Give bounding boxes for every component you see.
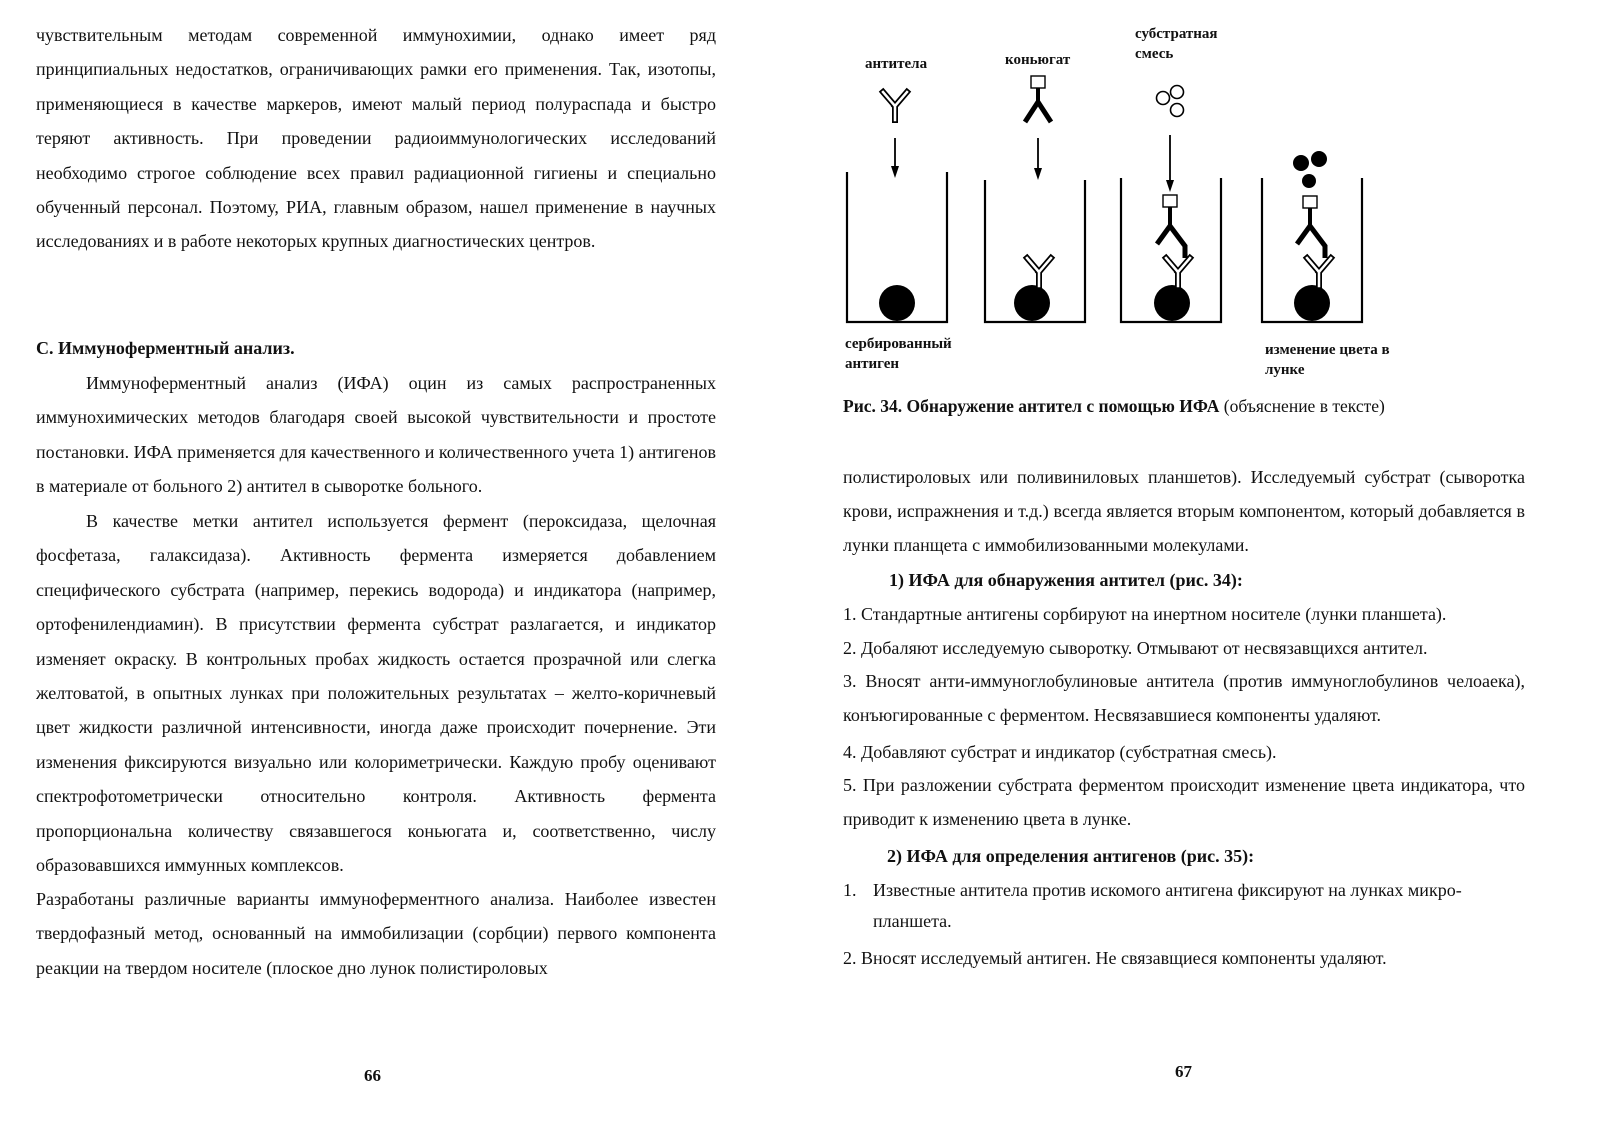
antibody-symbol [883,92,907,120]
label-sorbed-antigen: сербированный антиген [845,336,952,372]
right-page [795,0,1600,1138]
arrow-down-icon [891,138,899,178]
step-item: 5. При разложении субстрата ферментом происходит изменение цвета индикатора, что приводит к изменению цвета в лунке. [843,775,1525,829]
continuation-paragraph: полистироловых или поливиниловых планшетов). Исследуемый субстрат (сыворотка крови, испражнения и т.д.) всегда является вторым компонентом, который добавляется в лунки планщета с иммобилизованными молекулами. [843,467,1525,555]
well-3 [1121,178,1221,322]
caption-title: Рис. 34. Обнаружение антител с помощью ИФА [843,396,1220,416]
substrate-symbol [1157,86,1184,117]
step-number: 1. [843,880,857,900]
bound-antibody [1027,258,1051,286]
sorbed-antigen-ball [1154,285,1190,321]
caption-note: (объяснение в тексте) [1219,396,1385,416]
label-color-change: изменение цвета в лунке [1265,342,1390,378]
heading-antibody-detection: 1) ИФА для обнаружения антител (рис. 34): [889,570,1243,590]
sorbed-antigen-ball [1014,285,1050,321]
figure-caption [843,396,1385,417]
well-2 [985,180,1085,322]
bound-antibody [1166,258,1190,286]
page-number: 67 [1175,1062,1192,1081]
intro-paragraph: чувствительным методам современной иммунохимии, однако имеет ряд принципиальных недостатков, ограничивающих рамки его применения. Так, изотопы, применяющиеся в качестве маркеров, имеют малый период полураспада и быстро теряют активность. При проведении радиоиммунологических исследований необходимо строгое соблюдение всех правил радиационной гигиены и специально обученный персонал. Поэтому, РИА, главным образом, нашел применение в научных исследованиях и в работе некоторых крупных диагностических центров. [36,25,716,252]
step-item: 4. Добавляют субстрат и индикатор (субстратная смесь). [843,742,1277,762]
bound-conjugate [1297,196,1325,258]
paragraph-1: Иммуноферментный анализ (ИФА) оцин из самых распространенных иммунохимических методов благодаря своей высокой чувствительности и простоте постановки. ИФА применяется для качественного и количественного учета 1) антигенов в материале от больного 2) антител в сыворотке больного. [36,373,717,497]
page-number: 66 [364,1066,381,1085]
step-item: 2. Вносят исследуемый антиген. Не связавщиеся компоненты удаляют. [843,948,1387,968]
step-item: 1. Стандартные антигены сорбируют на инертном носителе (лунки планшета). [843,604,1447,624]
bound-antibody [1307,258,1331,286]
sorbed-antigen-ball [879,285,915,321]
colored-product [1293,151,1327,188]
step-item: 2. Добаляют исследуемую сыворотку. Отмывают от несвязавщихся антител. [843,638,1428,658]
bound-conjugate [1157,195,1185,258]
step-continuation: планшета. [873,911,952,931]
sorbed-antigen-ball [1294,285,1330,321]
step-item: 3. Вносят анти-иммуноглобулиновые антитела (против иммуноглобулинов челоаека), конъюгированные с ферментом. Несвязавшиеся компоненты удаляют. [843,671,1525,725]
label-substrate: субстратная смесь [1135,26,1218,62]
left-page [0,0,790,1138]
section-heading: С. Иммуноферментный анализ. [36,338,295,358]
arrow-down-icon [1166,135,1174,192]
step-text: Известные антитела против искомого антигена фиксируют на лунках микро- [873,880,1462,900]
elisa-diagram [825,10,1545,390]
step-item [843,880,1533,932]
paragraph-3: Разработаны различные варианты иммуноферментного анализа. Наиболее известен твердофазный метод, основанный на иммобилизации (сорбции) первого компонента реакции на твердом носителе (плоское дно лунок полистироловых [36,889,716,978]
paragraph-2: В качестве метки антител используется фермент (пероксидаза, щелочная фосфетаза, галаксидаза). Активность фермента измеряется добавлением специфического субстрата (например, перекись водорода) и индикатора (например, ортофенилендиамин). В присутствии фермента субстрат разлагается, и индикатор изменяет окраску. В контрольных пробах жидкость остается прозрачной или слегка желтоватой, в опытных лунках при положительных результатах – желто-коричневый цвет жидкости различной интенсивности, иногда даже происходит почернение. Эти изменения фиксируются визуально или колориметрически. Каждую пробу оценивают спектрофотометрически относительно контроля. Активность фермента пропорциональна количеству связавшегося коньюгата и, соответственно, числу образовавшихся иммунных комплексов. [36,511,716,876]
well-1 [847,172,947,322]
conjugate-symbol [1025,76,1051,122]
heading-antigen-detection: 2) ИФА для определения антигенов (рис. 35): [887,846,1255,866]
label-antibodies: антитела [865,56,928,72]
label-conjugate: коньюгат [1005,52,1071,68]
elisa-figure [825,10,1545,390]
arrow-down-icon [1034,138,1042,180]
well-4 [1262,178,1362,322]
